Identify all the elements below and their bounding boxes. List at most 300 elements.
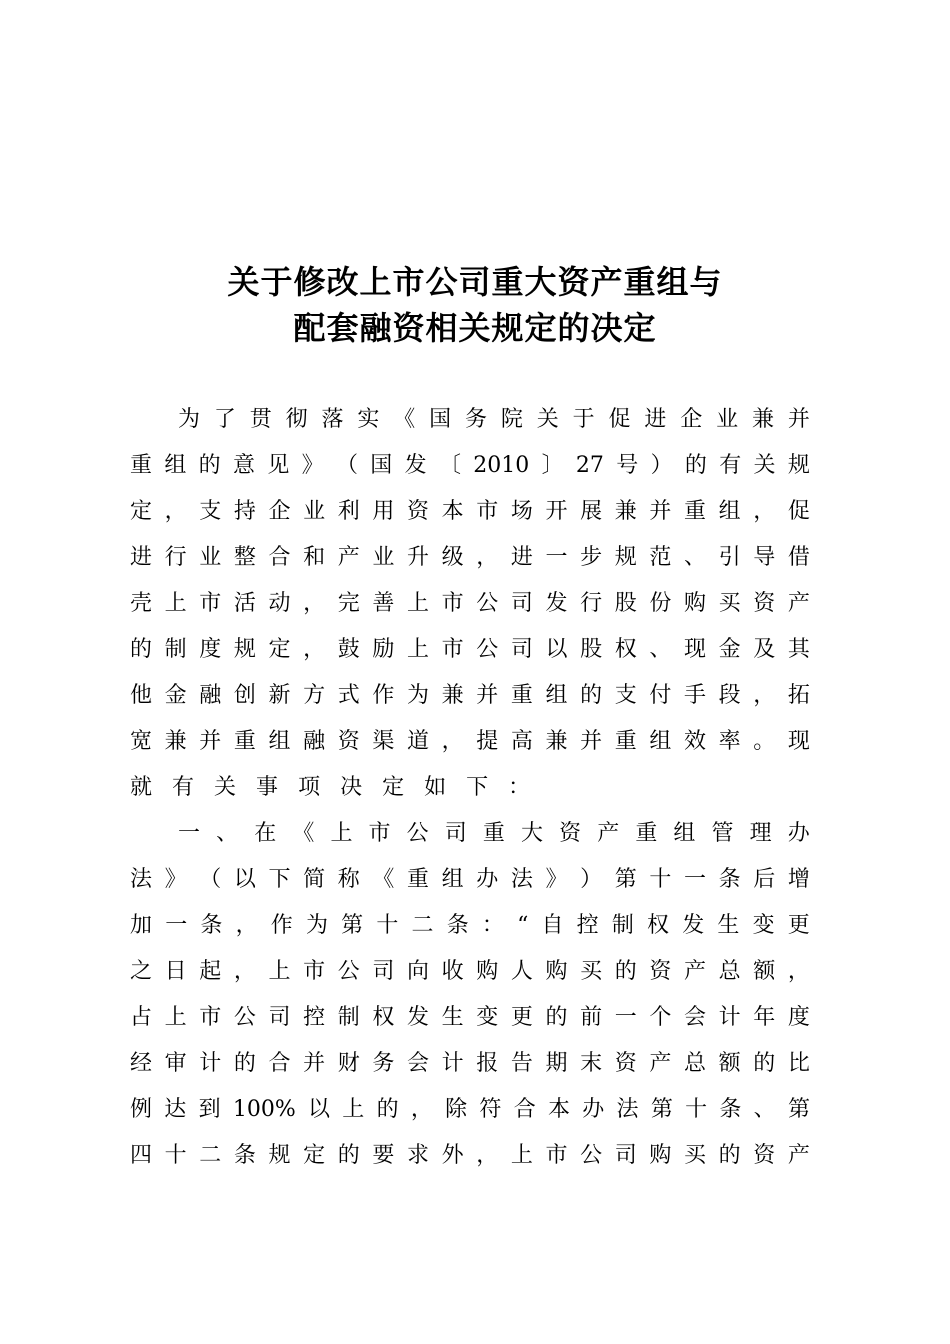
- body-glyph: 十: [164, 1143, 187, 1168]
- body-glyph: 并: [580, 729, 603, 754]
- body-glyph: 以: [233, 867, 256, 892]
- body-glyph: 如: [424, 775, 447, 800]
- body-glyph: 市: [476, 499, 499, 524]
- body-glyph: 达: [164, 1097, 187, 1122]
- body-glyph: 市: [545, 1143, 568, 1168]
- body-glyph: 市: [199, 1005, 222, 1030]
- body-glyph: 资: [753, 591, 776, 616]
- body-glyph: 创: [233, 683, 256, 708]
- body-glyph: 活: [233, 591, 256, 616]
- body-glyph: 公: [476, 637, 499, 662]
- body-glyph: 为: [178, 407, 201, 432]
- body-glyph: 规: [787, 453, 810, 478]
- body-glyph: 其: [787, 637, 810, 662]
- body-glyph: 进: [510, 545, 533, 570]
- body-glyph: 资: [614, 1051, 637, 1076]
- body-line: [130, 450, 810, 482]
- body-glyph: 组: [673, 821, 696, 846]
- body-glyph: 管: [711, 821, 734, 846]
- body-glyph: 的: [130, 637, 153, 662]
- body-glyph: 二: [199, 1143, 222, 1168]
- body-glyph: 市: [441, 591, 464, 616]
- body-glyph: 公: [337, 959, 360, 984]
- body-glyph: 、: [684, 545, 707, 570]
- body-glyph: ）: [650, 453, 673, 478]
- body-glyph: 权: [647, 913, 670, 938]
- body-glyph: 号: [616, 453, 639, 478]
- body-glyph: 下: [268, 867, 291, 892]
- body-glyph: 动: [268, 591, 291, 616]
- body-glyph: 并: [787, 407, 810, 432]
- body-glyph: 合: [268, 1051, 291, 1076]
- body-glyph: 十: [685, 1097, 708, 1122]
- body-glyph: 日: [164, 959, 187, 984]
- body-glyph: 购: [476, 959, 499, 984]
- body-glyph: 了: [213, 407, 236, 432]
- body-glyph: ，: [233, 959, 256, 984]
- body-glyph: 法: [616, 1097, 639, 1122]
- body-glyph: 》: [301, 453, 324, 478]
- body-glyph: 度: [787, 1005, 810, 1030]
- body-glyph: 发: [682, 913, 705, 938]
- body-glyph: 股: [580, 637, 603, 662]
- body-glyph: 定: [268, 637, 291, 662]
- body-glyph: 级: [441, 545, 464, 570]
- body-glyph: 企: [268, 499, 291, 524]
- body-glyph: 变: [752, 913, 775, 938]
- body-glyph: 重: [407, 867, 430, 892]
- body-glyph: 100%: [232, 1097, 296, 1122]
- body-glyph: 促: [787, 499, 810, 524]
- body-glyph: 重: [233, 729, 256, 754]
- body-glyph: 重: [482, 821, 505, 846]
- body-glyph: 在: [254, 821, 277, 846]
- body-line: [130, 1140, 810, 1172]
- body-glyph: 条: [718, 867, 741, 892]
- body-glyph: 市: [199, 591, 222, 616]
- body-line: [178, 818, 810, 850]
- body-glyph: 的: [753, 1051, 776, 1076]
- body-glyph: 重: [130, 453, 153, 478]
- body-glyph: 求: [407, 1143, 430, 1168]
- body-glyph: 院: [500, 407, 523, 432]
- body-glyph: 的: [337, 1143, 360, 1168]
- body-glyph: 条: [233, 1143, 256, 1168]
- body-glyph: （: [199, 867, 222, 892]
- body-glyph: 条: [200, 913, 223, 938]
- body-glyph: 年: [753, 1005, 776, 1030]
- body-glyph: 计: [441, 1051, 464, 1076]
- body-glyph: 场: [510, 499, 533, 524]
- body-glyph: 上: [407, 637, 430, 662]
- body-glyph: 产: [597, 821, 620, 846]
- body-glyph: 购: [649, 1143, 672, 1168]
- body-glyph: 公: [476, 591, 499, 616]
- body-glyph: 公: [406, 821, 429, 846]
- body-glyph: 利: [337, 499, 360, 524]
- body-glyph: 本: [547, 1097, 570, 1122]
- body-glyph: 促: [608, 407, 631, 432]
- body-glyph: 范: [649, 545, 672, 570]
- body-glyph: 上: [342, 1097, 365, 1122]
- body-glyph: 重: [614, 729, 637, 754]
- body-glyph: 产: [337, 545, 360, 570]
- body-glyph: 市: [303, 959, 326, 984]
- body-glyph: 办: [476, 867, 499, 892]
- body-glyph: 支: [614, 683, 637, 708]
- body-glyph: 度: [199, 637, 222, 662]
- body-glyph: 大: [520, 821, 543, 846]
- body-glyph: 》: [164, 867, 187, 892]
- body-glyph: 整: [233, 545, 256, 570]
- body-glyph: 第: [341, 913, 364, 938]
- body-glyph: 行: [580, 591, 603, 616]
- body-line: [130, 726, 810, 758]
- body-glyph: 买: [684, 1143, 707, 1168]
- body-glyph: 融: [199, 683, 222, 708]
- body-glyph: 引: [718, 545, 741, 570]
- body-glyph: 提: [476, 729, 499, 754]
- body-glyph: 和: [303, 545, 326, 570]
- body-glyph: 加: [130, 913, 153, 938]
- body-glyph: 上: [164, 1005, 187, 1030]
- body-glyph: 支: [199, 499, 222, 524]
- body-glyph: ，: [787, 959, 810, 984]
- body-glyph: 展: [580, 499, 603, 524]
- body-glyph: 简: [303, 867, 326, 892]
- body-glyph: ，: [410, 1097, 433, 1122]
- body-glyph: ，: [476, 1143, 499, 1168]
- body-glyph: 国: [429, 407, 452, 432]
- body-glyph: 产: [684, 959, 707, 984]
- body-glyph: 项: [298, 775, 321, 800]
- body-glyph: 四: [130, 1143, 153, 1168]
- body-glyph: 率: [718, 729, 741, 754]
- body-line: [130, 634, 810, 666]
- body-glyph: 以: [545, 637, 568, 662]
- body-glyph: 期: [545, 1051, 568, 1076]
- body-glyph: 办: [787, 821, 810, 846]
- body-glyph: 于: [572, 407, 595, 432]
- body-glyph: 控: [303, 1005, 326, 1030]
- body-glyph: 并: [476, 683, 499, 708]
- body-line: [130, 864, 810, 896]
- body-glyph: 个: [649, 1005, 672, 1030]
- body-glyph: 第: [614, 867, 637, 892]
- body-glyph: 重: [510, 683, 533, 708]
- body-glyph: 并: [649, 499, 672, 524]
- body-glyph: 业: [716, 407, 739, 432]
- body-line: [130, 588, 810, 620]
- body-glyph: 人: [510, 959, 533, 984]
- body-glyph: 的: [376, 1097, 399, 1122]
- body-glyph: 末: [580, 1051, 603, 1076]
- body-glyph: 组: [545, 683, 568, 708]
- body-glyph: 关: [753, 453, 776, 478]
- body-glyph: 并: [303, 1051, 326, 1076]
- body-glyph: 经: [130, 1051, 153, 1076]
- body-glyph: 的: [684, 453, 707, 478]
- body-glyph: 的: [614, 959, 637, 984]
- body-glyph: 资: [337, 729, 360, 754]
- body-glyph: （: [335, 453, 358, 478]
- body-glyph: ）: [580, 867, 603, 892]
- body-glyph: 自: [541, 913, 564, 938]
- body-glyph: 用: [372, 499, 395, 524]
- body-glyph: 兼: [164, 729, 187, 754]
- body-glyph: ，: [303, 591, 326, 616]
- body-glyph: 股: [614, 591, 637, 616]
- body-glyph: 现: [684, 637, 707, 662]
- body-glyph: 见: [267, 453, 290, 478]
- body-glyph: 融: [303, 729, 326, 754]
- body-glyph: 权: [614, 637, 637, 662]
- body-glyph: 定: [303, 1143, 326, 1168]
- body-glyph: 作: [270, 913, 293, 938]
- body-glyph: 效: [684, 729, 707, 754]
- body-glyph: 第: [787, 1097, 810, 1122]
- body-glyph: 升: [407, 545, 430, 570]
- body-glyph: 国: [370, 453, 393, 478]
- body-glyph: 段: [718, 683, 741, 708]
- body-glyph: 他: [130, 683, 153, 708]
- body-glyph: 渠: [372, 729, 395, 754]
- body-glyph: 、: [753, 1097, 776, 1122]
- body-glyph: 意: [232, 453, 255, 478]
- body-glyph: 兼: [752, 407, 775, 432]
- body-glyph: 法: [510, 867, 533, 892]
- body-glyph: 额: [753, 959, 776, 984]
- body-glyph: 业: [372, 545, 395, 570]
- body-glyph: ，: [753, 683, 776, 708]
- body-glyph: 前: [580, 1005, 603, 1030]
- body-glyph: 借: [787, 545, 810, 570]
- body-glyph: 权: [372, 1005, 395, 1030]
- body-glyph: 方: [303, 683, 326, 708]
- body-glyph: 变: [476, 1005, 499, 1030]
- body-glyph: 就: [130, 775, 153, 800]
- body-glyph: 总: [684, 1051, 707, 1076]
- body-glyph: 购: [684, 591, 707, 616]
- body-glyph: 并: [199, 729, 222, 754]
- body-glyph: 后: [753, 867, 776, 892]
- body-glyph: ：: [508, 775, 531, 800]
- body-glyph: 条: [446, 913, 469, 938]
- body-glyph: 二: [411, 913, 434, 938]
- body-glyph: 买: [718, 591, 741, 616]
- body-glyph: 资: [407, 499, 430, 524]
- body-line: [130, 772, 530, 804]
- body-glyph: 组: [718, 499, 741, 524]
- body-glyph: 壳: [130, 591, 153, 616]
- body-glyph: 重: [635, 821, 658, 846]
- body-glyph: 更: [787, 913, 810, 938]
- body-glyph: 2010: [473, 453, 530, 478]
- body-glyph: 产: [787, 1143, 810, 1168]
- body-glyph: 关: [214, 775, 237, 800]
- body-glyph: 组: [649, 729, 672, 754]
- body-glyph: 之: [130, 959, 153, 984]
- body-glyph: 。: [753, 729, 776, 754]
- body-line: [178, 404, 810, 436]
- body-glyph: 资: [753, 1143, 776, 1168]
- body-glyph: 例: [130, 1097, 153, 1122]
- body-glyph: 额: [718, 1051, 741, 1076]
- body-glyph: 告: [510, 1051, 533, 1076]
- body-glyph: 的: [580, 683, 603, 708]
- body-glyph: 以: [308, 1097, 331, 1122]
- body-glyph: 公: [580, 1143, 603, 1168]
- body-glyph: 向: [407, 959, 430, 984]
- body-glyph: 条: [719, 1097, 742, 1122]
- body-glyph: 司: [510, 637, 533, 662]
- body-glyph: 生: [717, 913, 740, 938]
- document-title-line-2: 配套融资相关规定的决定: [293, 309, 657, 347]
- body-glyph: 务: [465, 407, 488, 432]
- body-glyph: 新: [268, 683, 291, 708]
- body-glyph: 导: [753, 545, 776, 570]
- body-glyph: 外: [441, 1143, 464, 1168]
- body-glyph: 组: [164, 453, 187, 478]
- body-line: [130, 680, 810, 712]
- body-glyph: 开: [545, 499, 568, 524]
- body-line: [130, 1002, 810, 1034]
- body-glyph: 彻: [285, 407, 308, 432]
- body-glyph: 一: [614, 1005, 637, 1030]
- body-line: [130, 1094, 810, 1126]
- body-glyph: 要: [372, 1143, 395, 1168]
- body-glyph: 定: [382, 775, 405, 800]
- body-glyph: 规: [233, 637, 256, 662]
- body-glyph: 进: [130, 545, 153, 570]
- document-title-line-1: 关于修改上市公司重大资产重组与: [227, 263, 723, 301]
- body-glyph: 发: [404, 453, 427, 478]
- body-glyph: 第: [650, 1097, 673, 1122]
- body-glyph: 会: [407, 1051, 430, 1076]
- body-glyph: 会: [684, 1005, 707, 1030]
- body-glyph: 企: [680, 407, 703, 432]
- body-glyph: 27: [575, 453, 604, 478]
- body-glyph: 为: [305, 913, 328, 938]
- body-glyph: 的: [545, 1005, 568, 1030]
- body-glyph: 进: [644, 407, 667, 432]
- body-glyph: ，: [235, 913, 258, 938]
- body-glyph: 落: [321, 407, 344, 432]
- body-glyph: 规: [268, 1143, 291, 1168]
- body-glyph: 制: [337, 1005, 360, 1030]
- body-glyph: 事: [256, 775, 279, 800]
- body-glyph: 上: [510, 1143, 533, 1168]
- body-glyph: 十: [649, 867, 672, 892]
- body-glyph: 手: [684, 683, 707, 708]
- body-glyph: ，: [441, 729, 464, 754]
- body-glyph: 到: [198, 1097, 221, 1122]
- body-glyph: ，: [164, 499, 187, 524]
- body-glyph: 资: [649, 959, 672, 984]
- body-line: [130, 1048, 810, 1080]
- body-glyph: 财: [337, 1051, 360, 1076]
- body-glyph: 重: [684, 499, 707, 524]
- body-glyph: 司: [444, 821, 467, 846]
- body-glyph: 一: [165, 913, 188, 938]
- body-glyph: 上: [164, 591, 187, 616]
- body-glyph: 理: [749, 821, 772, 846]
- body-glyph: 、: [649, 637, 672, 662]
- body-glyph: ，: [303, 637, 326, 662]
- body-glyph: 办: [582, 1097, 605, 1122]
- body-glyph: “: [517, 913, 529, 938]
- body-glyph: 《: [393, 407, 416, 432]
- body-glyph: 作: [372, 683, 395, 708]
- body-glyph: 兼: [441, 683, 464, 708]
- body-glyph: 发: [545, 591, 568, 616]
- body-glyph: 现: [787, 729, 810, 754]
- body-glyph: 《: [292, 821, 315, 846]
- body-glyph: 司: [372, 959, 395, 984]
- body-glyph: 符: [479, 1097, 502, 1122]
- body-glyph: 买: [580, 959, 603, 984]
- body-glyph: 式: [337, 683, 360, 708]
- body-glyph: 有: [172, 775, 195, 800]
- body-glyph: 法: [130, 867, 153, 892]
- body-glyph: 上: [330, 821, 353, 846]
- body-glyph: 下: [466, 775, 489, 800]
- body-glyph: 》: [545, 867, 568, 892]
- body-glyph: 决: [340, 775, 363, 800]
- body-glyph: 更: [510, 1005, 533, 1030]
- body-glyph: 励: [372, 637, 395, 662]
- body-glyph: 的: [233, 1051, 256, 1076]
- body-glyph: 贯: [249, 407, 272, 432]
- body-glyph: 制: [164, 637, 187, 662]
- body-glyph: 付: [649, 683, 672, 708]
- body-glyph: 本: [441, 499, 464, 524]
- body-glyph: 增: [787, 867, 810, 892]
- body-glyph: 生: [441, 1005, 464, 1030]
- body-glyph: 持: [233, 499, 256, 524]
- body-glyph: 务: [372, 1051, 395, 1076]
- body-glyph: 一: [178, 821, 201, 846]
- body-glyph: 拓: [787, 683, 810, 708]
- body-glyph: 实: [357, 407, 380, 432]
- body-glyph: 鼓: [337, 637, 360, 662]
- body-glyph: 产: [649, 1051, 672, 1076]
- body-glyph: 道: [407, 729, 430, 754]
- body-glyph: 规: [614, 545, 637, 570]
- body-glyph: 业: [303, 499, 326, 524]
- body-glyph: 市: [441, 637, 464, 662]
- body-glyph: 〔: [438, 453, 461, 478]
- body-line: [130, 496, 810, 528]
- body-glyph: 审: [164, 1051, 187, 1076]
- body-glyph: ：: [481, 913, 504, 938]
- body-line: [130, 542, 810, 574]
- body-glyph: 比: [787, 1051, 810, 1076]
- body-glyph: 行: [164, 545, 187, 570]
- body-glyph: 司: [614, 1143, 637, 1168]
- body-glyph: 十: [376, 913, 399, 938]
- body-glyph: 宽: [130, 729, 153, 754]
- body-glyph: 称: [337, 867, 360, 892]
- body-glyph: 的: [198, 453, 221, 478]
- body-glyph: 组: [441, 867, 464, 892]
- body-glyph: 一: [545, 545, 568, 570]
- body-glyph: 司: [510, 591, 533, 616]
- body-glyph: 《: [372, 867, 395, 892]
- body-glyph: 〕: [541, 453, 564, 478]
- body-glyph: 控: [576, 913, 599, 938]
- body-glyph: 步: [580, 545, 603, 570]
